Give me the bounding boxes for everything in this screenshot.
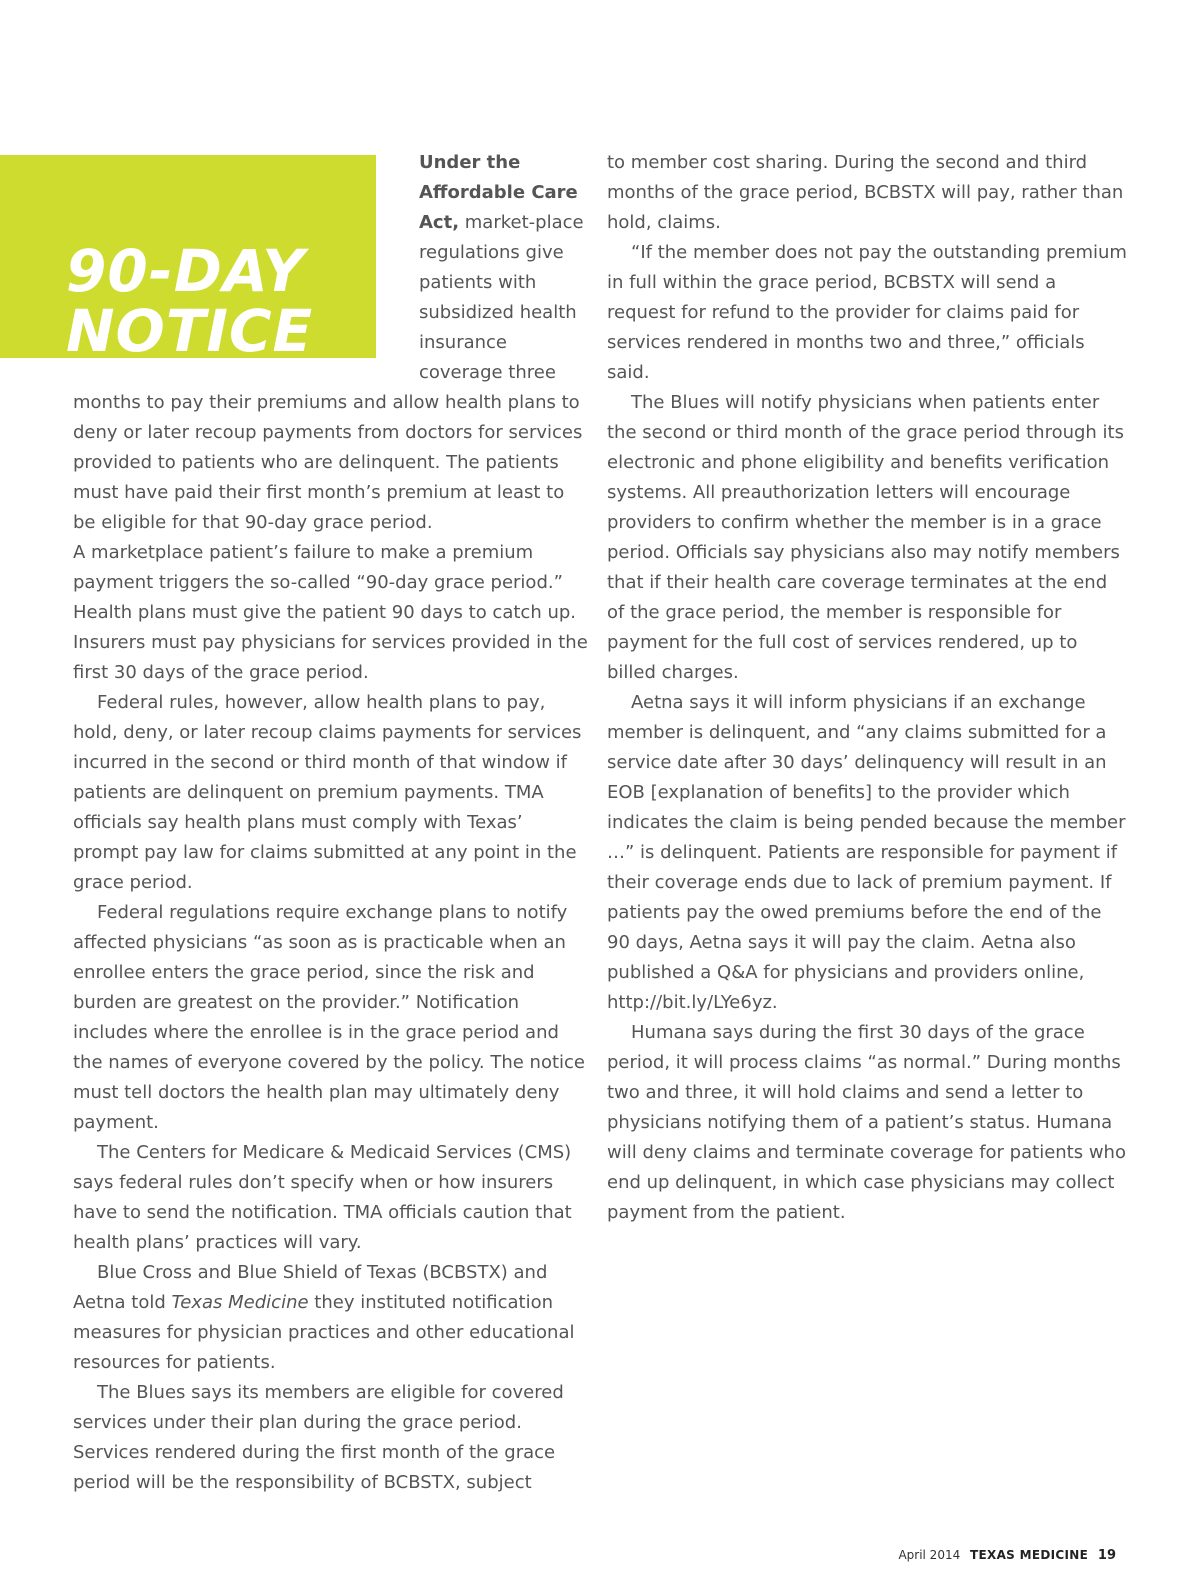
section-banner bbox=[0, 155, 376, 365]
page-number: 19 bbox=[1097, 1548, 1116, 1563]
right-paragraph-1: to member cost sharing. During the second and third months of the grace period, BCBSTX will pay, rather than hold, claims. bbox=[607, 152, 1124, 233]
right-paragraph-4: Aetna says it will inform physicians if an exchange member is delinquent, and “any claims submitted for a service date after 30 days’ delinquency will result in an EOB [explanation of benefits] to the provider which indicates the claim is being pended because the member …” is delinquent. Patients are responsible for payment if their coverage ends due to lack of premium payment. If patients pay the owed premiums before the end of the 90 days, Aetna says it will pay the claim. Aetna also published a Q&A for physicians and providers online, http://bit.ly/LYe6yz. bbox=[607, 692, 1126, 1013]
publication-name: Texas Medicine bbox=[171, 1292, 309, 1313]
left-paragraph-2: A marketplace patient’s failure to make a premium payment triggers the so-called “90-day grace period.” Health plans must give the patient 90 days to catch up. Insurers must pay physicians for services provided in the first 30 days of the grace period. bbox=[73, 542, 588, 683]
section-title bbox=[66, 237, 314, 365]
p6-before: Blue Cross and Blue Shield of Texas (BCBSTX) and Aetna told bbox=[73, 1262, 548, 1313]
right-column bbox=[607, 148, 1127, 1228]
intro-text: market-place regulations give patients with subsidized health insurance coverage three bbox=[419, 212, 584, 383]
left-column bbox=[73, 388, 589, 1498]
left-paragraph-3: Federal rules, however, allow health plans to pay, hold, deny, or later recoup claims payments for services incurred in the second or third month of that window if patients are delinquent on premium payments. TMA officials say health plans must comply with Texas’ prompt pay law for claims submitted at any point in the grace period. bbox=[73, 692, 582, 893]
issue-date: April 2014 bbox=[898, 1548, 961, 1562]
title-line-2: NOTICE bbox=[66, 297, 314, 365]
left-paragraph-1: months to pay their premiums and allow health plans to deny or later recoup payments from doctors for services provided to patients who are delinquent. The patients must have paid their first month’s premium at least to be eligible for that 90-day grace period. bbox=[73, 392, 583, 533]
intro-lead-bold: Under the Affordable Care Act, bbox=[419, 152, 578, 233]
right-paragraph-5: Humana says during the first 30 days of the grace period, it will process claims “as normal.” During months two and three, it will hold claims and send a letter to physicians notifying them of a patient’s status. Humana will deny claims and terminate coverage for patients who end up delinquent, in which case physicians may collect payment from the patient. bbox=[607, 1022, 1126, 1223]
left-paragraph-6 bbox=[73, 1258, 589, 1378]
right-paragraph-3: The Blues will notify physicians when patients enter the second or third month of the grace period through its electronic and phone eligibility and benefits verification systems. All preauthorization letters will encourage providers to confirm whether the member is in a grace period. Officials say physicians also may notify members that if their health care coverage terminates at the end of the grace period, the member is responsible for payment for the full cost of services rendered, up to billed charges. bbox=[607, 392, 1124, 683]
intro-paragraph bbox=[419, 148, 594, 388]
p6-after: they instituted notification measures for physician practices and other educational resources for patients. bbox=[73, 1292, 575, 1373]
title-line-1: 90-DAY bbox=[66, 237, 306, 305]
right-paragraph-2: “If the member does not pay the outstanding premium in full within the grace period, BCBSTX will send a request for refund to the provider for claims paid for services rendered in months two and three,” officials said. bbox=[607, 242, 1127, 383]
left-paragraph-7: The Blues says its members are eligible for covered services under their plan during the grace period. Services rendered during the first month of the grace period will be the responsibility of BCBSTX, subject bbox=[73, 1382, 564, 1493]
left-paragraph-4: Federal regulations require exchange plans to notify affected physicians “as soon as is practicable when an enrollee enters the grace period, since the risk and burden are greatest on the provider.” Notification includes where the enrollee is in the grace period and the names of everyone covered by the policy. The notice must tell doctors the health plan may ultimately deny payment. bbox=[73, 902, 585, 1133]
page-footer bbox=[898, 1548, 1116, 1563]
magazine-name: TEXAS MEDICINE bbox=[970, 1548, 1089, 1562]
left-paragraph-5: The Centers for Medicare & Medicaid Services (CMS) says federal rules don’t specify when or how insurers have to send the notification. TMA officials caution that health plans’ practices will vary. bbox=[73, 1142, 572, 1253]
